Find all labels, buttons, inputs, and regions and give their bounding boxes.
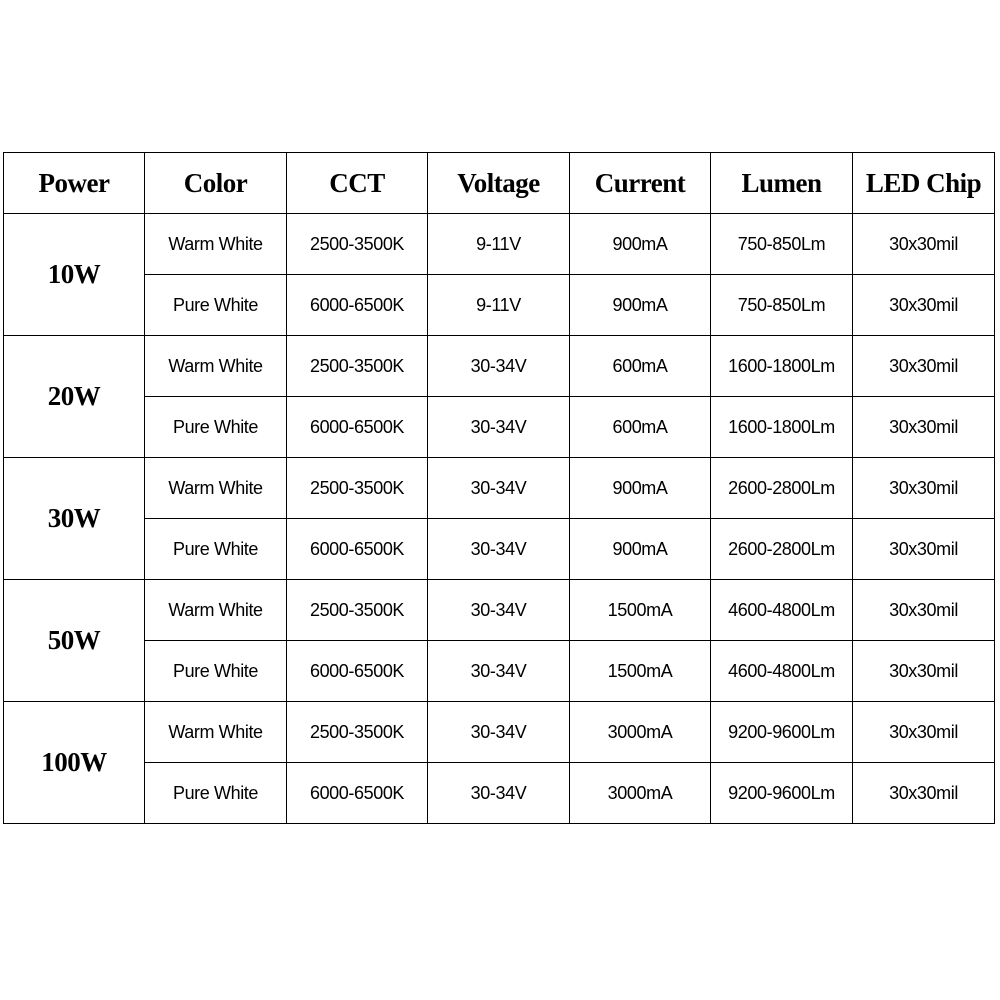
current-cell: 900mA [570,519,711,580]
color-cell: Pure White [145,275,287,336]
header-power: Power [4,153,145,214]
header-voltage: Voltage [428,153,570,214]
current-cell: 3000mA [570,763,711,824]
cct-cell: 6000-6500K [287,519,428,580]
current-cell: 1500mA [570,580,711,641]
table-row [4,397,995,458]
voltage-cell: 30-34V [428,397,570,458]
led-chip-cell: 30x30mil [853,336,995,397]
color-cell: Warm White [145,214,287,275]
header-current: Current [570,153,711,214]
lumen-cell: 750-850Lm [711,214,853,275]
power-cell: 20W [4,336,145,458]
header-color: Color [145,153,287,214]
voltage-cell: 9-11V [428,275,570,336]
cct-cell: 2500-3500K [287,214,428,275]
lumen-cell: 2600-2800Lm [711,519,853,580]
voltage-cell: 9-11V [428,214,570,275]
voltage-cell: 30-34V [428,763,570,824]
table-row [4,580,995,641]
led-chip-cell: 30x30mil [853,458,995,519]
power-cell: 50W [4,580,145,702]
color-cell: Warm White [145,336,287,397]
table-row [4,641,995,702]
lumen-cell: 2600-2800Lm [711,458,853,519]
current-cell: 3000mA [570,702,711,763]
current-cell: 600mA [570,336,711,397]
power-cell: 100W [4,702,145,824]
lumen-cell: 4600-4800Lm [711,580,853,641]
current-cell: 1500mA [570,641,711,702]
led-spec-table [3,152,995,824]
cct-cell: 6000-6500K [287,763,428,824]
power-cell: 30W [4,458,145,580]
cct-cell: 6000-6500K [287,641,428,702]
voltage-cell: 30-34V [428,702,570,763]
header-cct: CCT [287,153,428,214]
color-cell: Warm White [145,458,287,519]
table-row [4,519,995,580]
table-row [4,275,995,336]
header-led-chip: LED Chip [853,153,995,214]
voltage-cell: 30-34V [428,641,570,702]
cct-cell: 6000-6500K [287,275,428,336]
led-chip-cell: 30x30mil [853,397,995,458]
lumen-cell: 750-850Lm [711,275,853,336]
led-chip-cell: 30x30mil [853,702,995,763]
table-row [4,458,995,519]
lumen-cell: 4600-4800Lm [711,641,853,702]
cct-cell: 2500-3500K [287,458,428,519]
voltage-cell: 30-34V [428,336,570,397]
table-row [4,214,995,275]
voltage-cell: 30-34V [428,519,570,580]
voltage-cell: 30-34V [428,458,570,519]
color-cell: Warm White [145,702,287,763]
table-header [4,153,995,214]
cct-cell: 2500-3500K [287,702,428,763]
led-chip-cell: 30x30mil [853,763,995,824]
table-body [4,214,995,824]
table-row [4,763,995,824]
lumen-cell: 9200-9600Lm [711,702,853,763]
led-chip-cell: 30x30mil [853,214,995,275]
led-chip-cell: 30x30mil [853,275,995,336]
led-chip-cell: 30x30mil [853,641,995,702]
lumen-cell: 9200-9600Lm [711,763,853,824]
current-cell: 900mA [570,275,711,336]
color-cell: Pure White [145,641,287,702]
current-cell: 900mA [570,458,711,519]
header-lumen: Lumen [711,153,853,214]
lumen-cell: 1600-1800Lm [711,336,853,397]
cct-cell: 6000-6500K [287,397,428,458]
led-chip-cell: 30x30mil [853,519,995,580]
color-cell: Pure White [145,763,287,824]
cct-cell: 2500-3500K [287,580,428,641]
table-row [4,336,995,397]
voltage-cell: 30-34V [428,580,570,641]
current-cell: 600mA [570,397,711,458]
color-cell: Warm White [145,580,287,641]
led-chip-cell: 30x30mil [853,580,995,641]
current-cell: 900mA [570,214,711,275]
color-cell: Pure White [145,397,287,458]
header-row [4,153,995,214]
color-cell: Pure White [145,519,287,580]
power-cell: 10W [4,214,145,336]
cct-cell: 2500-3500K [287,336,428,397]
table-row [4,702,995,763]
lumen-cell: 1600-1800Lm [711,397,853,458]
